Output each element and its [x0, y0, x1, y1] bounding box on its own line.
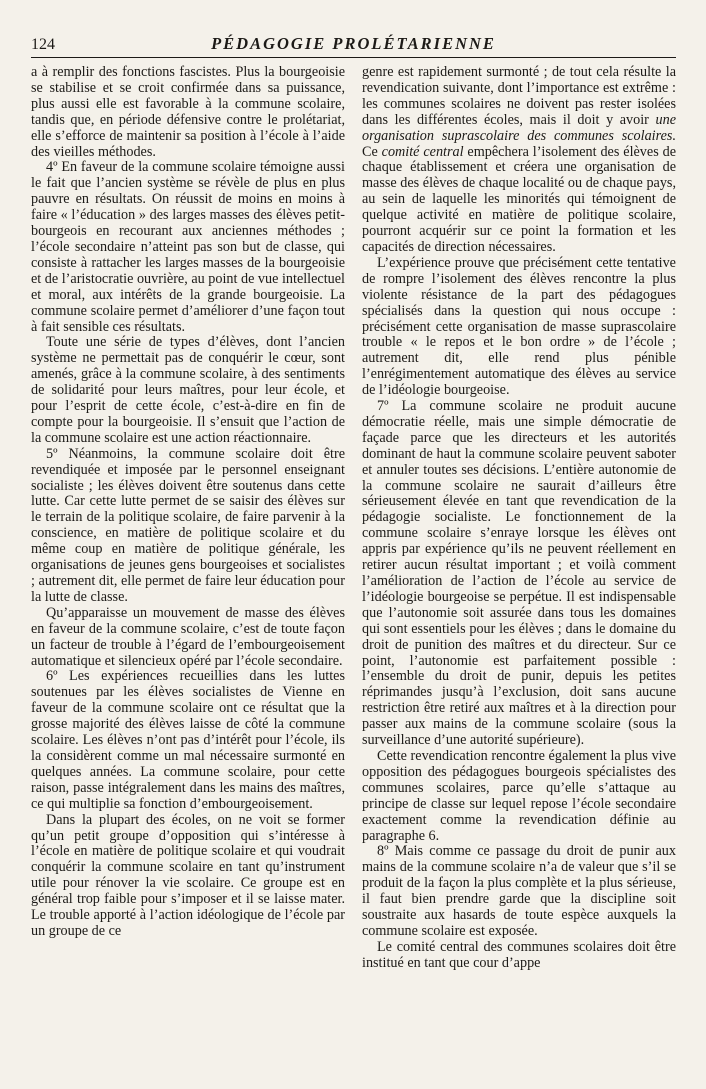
emphasis-text: une organisation suprascolaire des communes scolaires.: [362, 111, 676, 144]
text-columns: [31, 65, 676, 972]
emphasis-text: comité central: [381, 143, 464, 160]
paragraph: [362, 65, 676, 256]
text-run: empêchera l’isolement des élèves de chaque établissement et créera une organisation de masse des élèves de chaque localité ou de chaque pays, au sein de laquelle les minorités qui témoignent de quelque activité en matière de politique scolaire, pourront acquérir sur ce point la formation et les capacités de direction nécessaires.: [362, 143, 676, 255]
paragraph: L’expérience prouve que précisément cette tentative de rompre l’isolement des élèves rencontre la plus violente résistance de la part des pédagogues spécialisés dans la question qui nous occupe : précisément cette organisation de masse suprascolaire trouble « le repos et le bon ordre » de l’école ; autrement dit, elle rend plus pénible l’enrégimentement automatique des élèves au service de l’idéologie bourgeoise.: [362, 254, 676, 399]
paragraph: a à remplir des fonctions fascistes. Plus la bourgeoisie se stabilise et se croit confirmée dans sa puissance, plus aussi elle est favorable à la commune scolaire, tandis que, en période défensive contre le prolétariat, elle s’efforce de maintenir sa position à l’école à l’aide des vieilles méthodes.: [31, 64, 345, 160]
paragraph: 5º Néanmoins, la commune scolaire doit être revendiquée et imposée par le personnel enseignant socialiste ; les élèves doivent être soutenus dans cette lutte. Car cette lutte permet de se saisir des élèves sur le terrain de la politique scolaire, de faire parvenir à la conscience, en matière de politique scolaire et du même coup en matière de politique générale, les organisations de jeunes gens bourgeoises et socialistes ; autrement dit, elle permet de faire leur éducation pour la lutte de classe.: [31, 445, 345, 605]
paragraph: Cette revendication rencontre également la plus vive opposition des pédagogues bourgeois spécialistes des communes scolaires, parce qu’elle s’attaque au principe de classe sur lequel repose l’école secondaire exactement comme la revendication définie au paragraphe 6.: [362, 747, 676, 844]
paragraph: 4º En faveur de la commune scolaire témoigne aussi le fait que l’ancien système se révèle de plus en plus pauvre en résultats. On réussit de moins en moins à faire « l’éducation » des larges masses des élèves petit-bourgeois en recourant aux anciennes méthodes ; l’école secondaire n’atteint pas son but de classe, qui consiste à rattacher les larges masses de la bourgeoisie et de l’aristocratie ouvrière, au point de vue intellectuel et moral, aux intérêts de la grande bourgeoisie. La commune scolaire permet d’améliorer d’une façon tout à fait sensible ces résultats.: [31, 159, 345, 335]
right-column: [362, 65, 676, 972]
paragraph: Qu’apparaisse un mouvement de masse des élèves en faveur de la commune scolaire, c’est de toute façon un facteur de trouble à l’égard de l’embourgeoisement automatique et silencieux opéré par l’école secondaire.: [31, 604, 345, 669]
text-run: Ce: [362, 143, 382, 160]
running-header: [31, 34, 676, 58]
paragraph: 8º Mais comme ce passage du droit de punir aux mains de la commune scolaire n’a de valeur que s’il se produit de la façon la plus complète et la plus sérieuse, il faut bien prendre garde que la discipline soit soustraite aux hasards de toute espèce auxquels la commune scolaire est exposée.: [362, 843, 676, 939]
paragraph: 7º La commune scolaire ne produit aucune démocratie réelle, mais une simple démocratie de façade parce que les directeurs et les autorités dominant de haut la commune scolaire peuvent saboter et annuler toutes ses décisions. L’entière autonomie de la commune scolaire ne saurait d’ailleurs être sérieusement élevée en tant que revendication de la pédagogie socialiste. Le fonctionnement de la commune scolaire s’enraye lorsque les élèves ont appris par expérience qu’ils ne peuvent réellement en retirer aucun résultat important ; et voilà comment l’amélioration de l’action de l’école au service de l’idéologie bourgeoise se perpétue. Il est indispensable que l’autonomie soit assurée dans tous les domaines qui sont essentiels pour les élèves ; dans le domaine du droit de punition des maîtres et du directeur. Sur ce point, l’autonomie est parfaitement possible : l’ensemble du droit de punir, depuis les petites réprimandes jusqu’à l’exclusion, doit sans aucune restriction être retiré aux maîtres et à la direction pour passer aux mains de la commune scolaire (sous la surveillance d’une autorité supérieure).: [362, 398, 676, 749]
paragraph: Le comité central des communes scolaires doit être institué en tant que cour d’appe: [362, 938, 676, 971]
paragraph: Toute une série de types d’élèves, dont l’ancien système ne permettait pas de conquérir le cœur, sont amenés, grâce à la commune scolaire, à des sentiments de solidarité pour leurs maîtres, pour leur école, et pour l’esprit de cette école, c’est-à-dire en fin de compte pour la bourgeoisie. Il s’ensuit que l’action de la commune scolaire est une action réactionnaire.: [31, 334, 345, 446]
running-title: PÉDAGOGIE PROLÉTARIENNE: [211, 34, 496, 53]
paragraph: 6º Les expériences recueillies dans les luttes soutenues par les élèves socialistes de Vienne en faveur de la commune scolaire ont ce résultat que la grosse majorité des élèves laisse de côté la commune scolaire. Les élèves n’ont pas d’intérêt pour l’école, ils la considèrent comme un mal nécessaire surmonté en quelques années. La commune scolaire, pour cette raison, passe intégralement dans les mains des maîtres, ce qui multiplie sa fonction d’embourgeoisement.: [31, 668, 345, 812]
page-number: 124: [31, 36, 55, 53]
paragraph: Dans la plupart des écoles, on ne voit se former qu’un petit groupe d’opposition qui s’intéresse à l’école en matière de politique scolaire et qui voudrait conquérir la commune scolaire en tant qu’instrument utile pour rénover la vie scolaire. Ce groupe est en général trop faible pour s’imposer et il se laisse mater. Le trouble apporté à l’action idéologique de l’école par un groupe de ce: [31, 811, 345, 939]
left-column: [31, 65, 345, 972]
text-run: genre est rapidement surmonté ; de tout cela résulte la revendication suivante, dont l’importance est extrême : les communes scolaires ne doivent pas rester isolées dans les différentes écoles, mais il doit y avoir: [362, 64, 676, 128]
